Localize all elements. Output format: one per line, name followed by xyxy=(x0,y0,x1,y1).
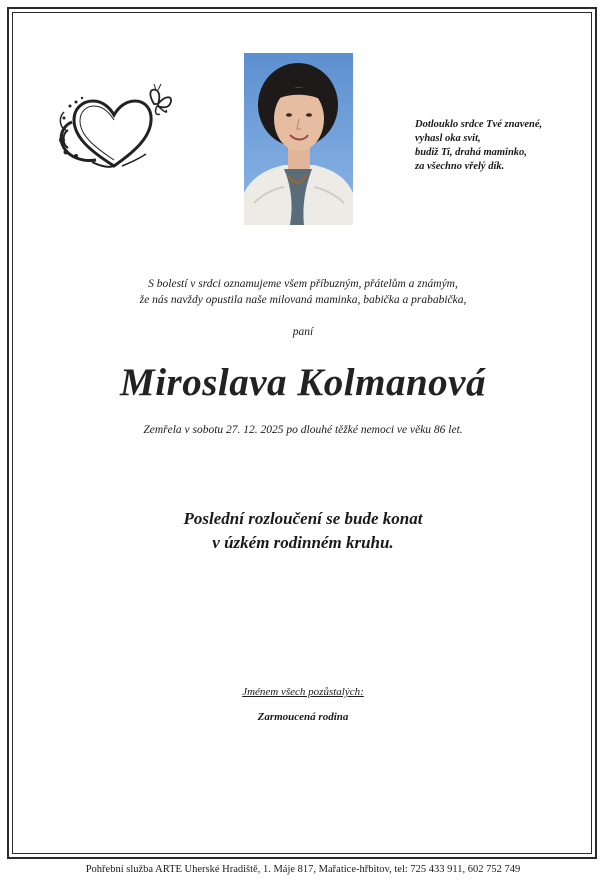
poem-line: za všechno vřelý dík. xyxy=(415,161,505,172)
poem-line: budiž Ti, drahá maminko, xyxy=(415,147,527,158)
footer-funeral-service: Pohřební služba ARTE Uherské Hradiště, 1. Máje 817, Mařatice-hřbitov, tel: 725 433 911, 602 752 749 xyxy=(85,864,521,875)
poem-line: vyhasl oka svit, xyxy=(415,133,481,144)
survivors-signature: Zarmoucená rodina xyxy=(257,711,349,723)
farewell-notice xyxy=(0,507,606,555)
memorial-poem xyxy=(415,118,595,174)
farewell-line-2: v úzkém rodinném kruhu. xyxy=(212,533,394,552)
announcement-line-1: S bolestí v srdci oznamujeme všem příbuzným, přátelům a známým, xyxy=(148,278,458,290)
portrait-photo xyxy=(244,53,353,225)
farewell-line-1: Poslední rozloučení se bude konat xyxy=(183,509,423,528)
death-notice: Zemřela v sobotu 27. 12. 2025 po dlouhé těžké nemoci ve věku 86 let. xyxy=(143,424,463,436)
title-word: paní xyxy=(292,326,314,338)
announcement-line-2: že nás navždy opustila naše milovaná maminka, babička a prababička, xyxy=(139,294,467,306)
poem-line: Dotlouklo srdce Tvé znavené, xyxy=(415,119,543,130)
survivors-label-row xyxy=(0,686,606,698)
heart-butterfly-icon xyxy=(52,82,174,178)
deceased-name: Miroslava Kolmanová xyxy=(120,361,486,404)
announcement xyxy=(0,276,606,308)
survivors-label: Jménem všech pozůstalých: xyxy=(242,686,364,698)
